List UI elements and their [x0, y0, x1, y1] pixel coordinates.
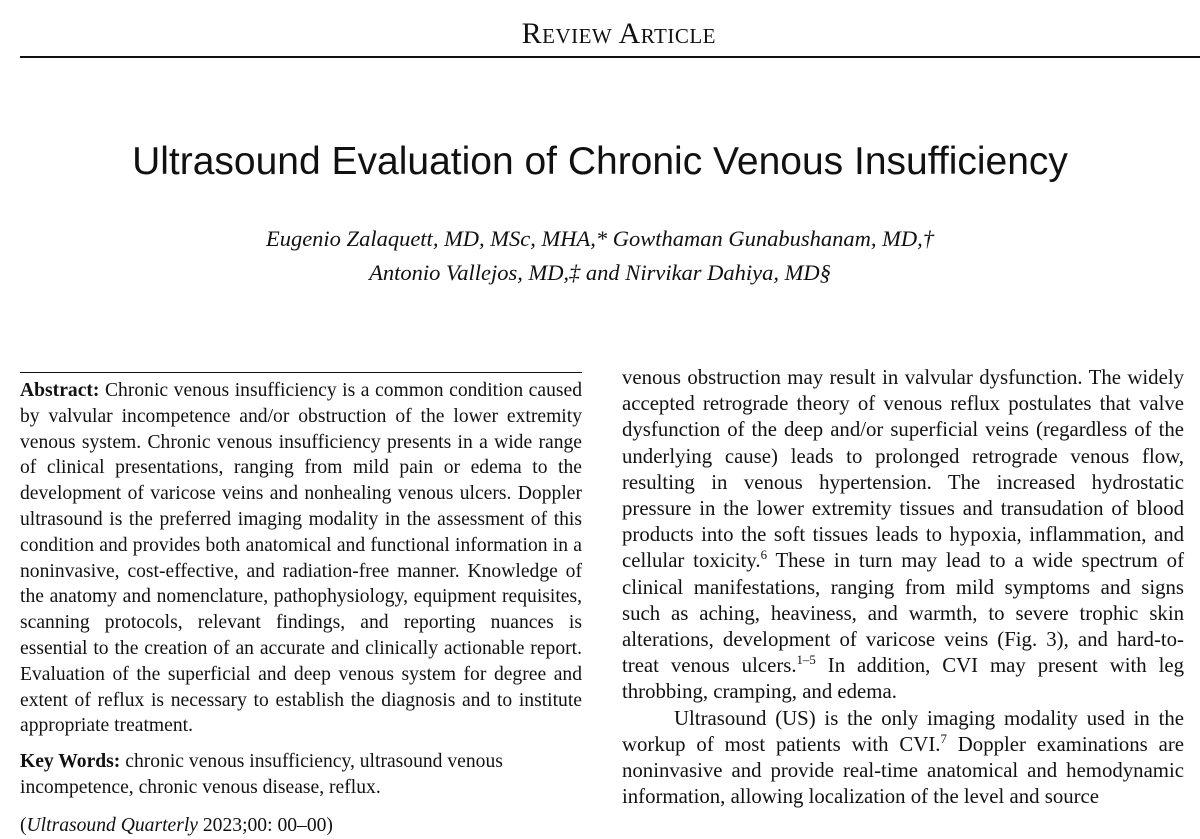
keywords [20, 749, 582, 801]
authors-line-1: Eugenio Zalaquett, MD, MSc, MHA,* Gowthaman Gunabushanam, MD,† [265, 226, 935, 251]
keywords-label: Key Words: [20, 751, 121, 773]
body-text: Doppler examinations are noninvasive and provide real-time anatomical and hemodynamic information, allowing localization of the level and source [622, 732, 1184, 809]
section-label: Review Article [521, 17, 716, 50]
article-title: Ultrasound Evaluation of Chronic Venous Insufficiency [132, 140, 1068, 183]
abstract [20, 378, 582, 739]
body-text: venous obstruction may result in valvular dysfunction. The widely accepted retrograde theory of venous reflux postulates that valve dysfunction of the deep and/or superficial veins (regardless of the underlying cause) leads to prolonged retrograde venous flow, resulting in venous hypertension. The increased hydrostatic pressure in the lower extremity tissues and transudation of blood products into the soft tissues leads to hypoxia, inflammation, and cellular toxicity. [622, 366, 1184, 573]
citation-rest: 2023;00: 00–00) [197, 814, 333, 836]
citation-open: ( [20, 814, 27, 836]
body-paragraph-1 [622, 365, 1184, 706]
body-text: Ultrasound (US) is the only imaging modality used in the workup of most patients with CVI. [622, 706, 1184, 756]
body-text: These in turn may lead to a wide spectrum of clinical manifestations, ranging from mild symptoms and signs such as aching, heaviness, and warmth, to severe trophic skin alterations, development of varicose veins (Fig. 3), and hard-to-treat venous ulcers. [622, 549, 1184, 678]
abstract-text: Chronic venous insufficiency is a common condition caused by valvular incompetence and/or obstruction of the lower extremity venous system. Chronic venous insufficiency presents in a wide range of clinical presentations, ranging from mild pain or edema to the development of varicose veins and nonhealing venous ulcers. Doppler ultrasound is the preferred imaging modality in the assessment of this condition and provides both anatomical and functional information in a noninvasive, cost-effective, and radiation-free manner. Knowledge of the anatomy and nomenclature, pathophysiology, equipment requisites, scanning protocols, relevant findings, and reporting nuances is essential to the creation of an accurate and clinically actionable report. Evaluation of the superficial and deep venous system for degree and extent of reflux is necessary to establish the diagnosis and to institute appropriate treatment. [20, 380, 582, 737]
authors-line-2: Antonio Vallejos, MD,‡ and Nirvikar Dahiya, MD§ [369, 260, 831, 285]
right-column [622, 365, 1184, 810]
keywords-text: chronic venous insufficiency, ultrasound venous incompetence, chronic venous disease, reflux. [20, 751, 503, 798]
author-list [0, 222, 1200, 290]
left-column [20, 378, 582, 839]
reference-superscript: 6 [760, 548, 767, 563]
body-text: In addition, CVI may present with leg throbbing, cramping, and edema. [622, 654, 1184, 704]
reference-superscript: 7 [940, 731, 947, 746]
citation-journal: Ultrasound Quarterly [26, 814, 198, 836]
reference-superscript: 1–5 [796, 653, 816, 668]
header-rule [20, 56, 1200, 58]
abstract-rule [20, 372, 582, 373]
citation [20, 813, 582, 839]
abstract-label: Abstract: [20, 380, 100, 401]
body-paragraph-2 [622, 706, 1184, 811]
